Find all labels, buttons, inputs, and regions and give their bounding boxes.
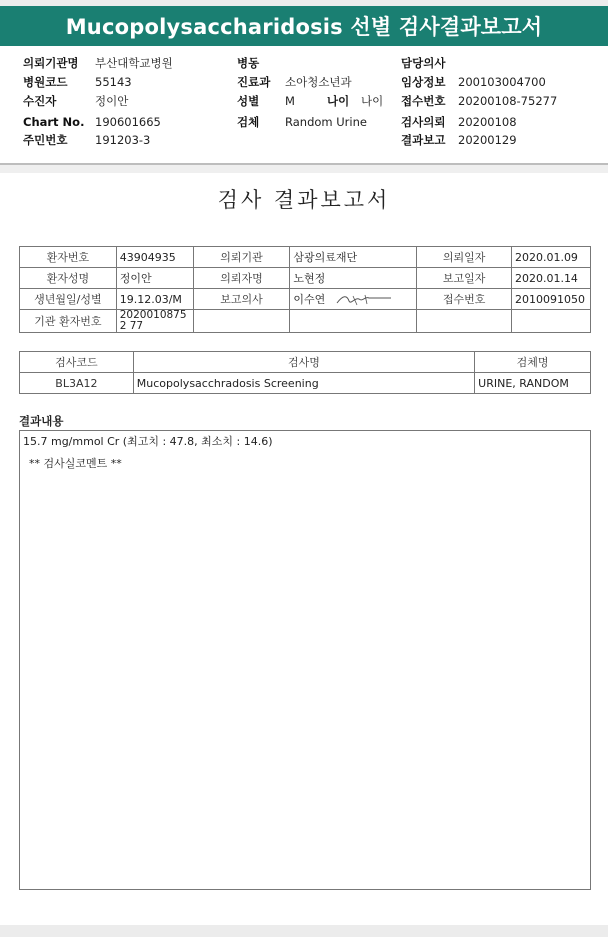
- gray-band: [0, 165, 608, 173]
- info-report-date: 결과보고 20200129: [401, 133, 517, 147]
- specimen-header: 검체명: [475, 352, 591, 373]
- reporting-doctor-cell: [290, 289, 417, 310]
- requester-value: 노현정: [290, 268, 417, 289]
- info-clinical: 임상정보 200103004700: [401, 75, 546, 89]
- info-department: 진료과 소아청소년과: [237, 75, 352, 89]
- test-name-value: Mucopolysacchradosis Screening: [133, 373, 474, 394]
- result-box: [19, 430, 591, 890]
- table-row: [20, 310, 591, 333]
- info-patient: 수진자 정이안: [23, 94, 129, 108]
- info-specimen: 검체 Random Urine: [237, 115, 367, 129]
- header-info: [0, 54, 608, 154]
- org-patient-no-label: 기관 환자번호: [20, 310, 117, 333]
- table-row: [20, 289, 591, 310]
- specimen-value: URINE, RANDOM: [475, 373, 591, 394]
- patient-no-label: 환자번호: [20, 247, 117, 268]
- report-title: Mucopolysaccharidosis 선별 검사결과보고서: [65, 15, 543, 39]
- test-code-header: 검사코드: [20, 352, 134, 373]
- test-name-header: 검사명: [133, 352, 474, 373]
- info-ward: 병동: [237, 56, 260, 70]
- test-table: [19, 351, 591, 394]
- info-request-date: 검사의뢰 20200108: [401, 115, 517, 129]
- request-date-value: 2020.01.09: [511, 247, 590, 268]
- document-title: 검사 결과보고서: [217, 188, 391, 212]
- requesting-org-label: 의뢰기관: [193, 247, 290, 268]
- result-section-label: 결과내용: [19, 414, 64, 428]
- empty-cell: [417, 310, 512, 333]
- info-hospital: 의뢰기관명 부산대학교병원: [23, 56, 173, 70]
- table-header-row: [20, 352, 591, 373]
- test-code-value: BL3A12: [20, 373, 134, 394]
- reporting-doctor-value: 이수연: [293, 293, 326, 306]
- patient-name-label: 환자성명: [20, 268, 117, 289]
- receipt-no-value: 2010091050: [511, 289, 590, 310]
- info-doctor: 담당의사: [401, 56, 446, 70]
- table-row: [20, 247, 591, 268]
- empty-cell: [511, 310, 590, 333]
- info-receipt-no: 접수번호 20200108-75277: [401, 94, 558, 108]
- table-row: [20, 268, 591, 289]
- result-value: 15.7 mg/mmol Cr (최고치 : 47.8, 최소치 : 14.6): [23, 435, 273, 448]
- reporting-doctor-label: 보고의사: [193, 289, 290, 310]
- bottom-band: [0, 925, 608, 937]
- report-date-label: 보고일자: [417, 268, 512, 289]
- patient-name-value: 정이안: [116, 268, 193, 289]
- info-sex: 성별 M 나이 나이: [237, 94, 384, 108]
- lab-comment-heading: ** 검사실코멘트 **: [29, 457, 122, 470]
- receipt-no-label: 접수번호: [417, 289, 512, 310]
- birth-sex-value: 19.12.03/M: [116, 289, 193, 310]
- requester-label: 의뢰자명: [193, 268, 290, 289]
- request-date-label: 의뢰일자: [417, 247, 512, 268]
- birth-sex-label: 생년월일/성별: [20, 289, 117, 310]
- requesting-org-value: 삼광의료재단: [290, 247, 417, 268]
- org-patient-no-value: 20200108752 77: [116, 310, 193, 333]
- report-date-value: 2020.01.14: [511, 268, 590, 289]
- table-row: [20, 373, 591, 394]
- patient-no-value: 43904935: [116, 247, 193, 268]
- info-chart-no: Chart No. 190601665: [23, 115, 161, 129]
- empty-cell: [193, 310, 290, 333]
- info-resident-no: 주민번호 191203-3: [23, 133, 151, 147]
- signature-icon: [335, 293, 393, 307]
- report-title-bar: [0, 6, 608, 46]
- info-hospital-code: 병원코드 55143: [23, 75, 132, 89]
- empty-cell: [290, 310, 417, 333]
- patient-table: [19, 246, 591, 333]
